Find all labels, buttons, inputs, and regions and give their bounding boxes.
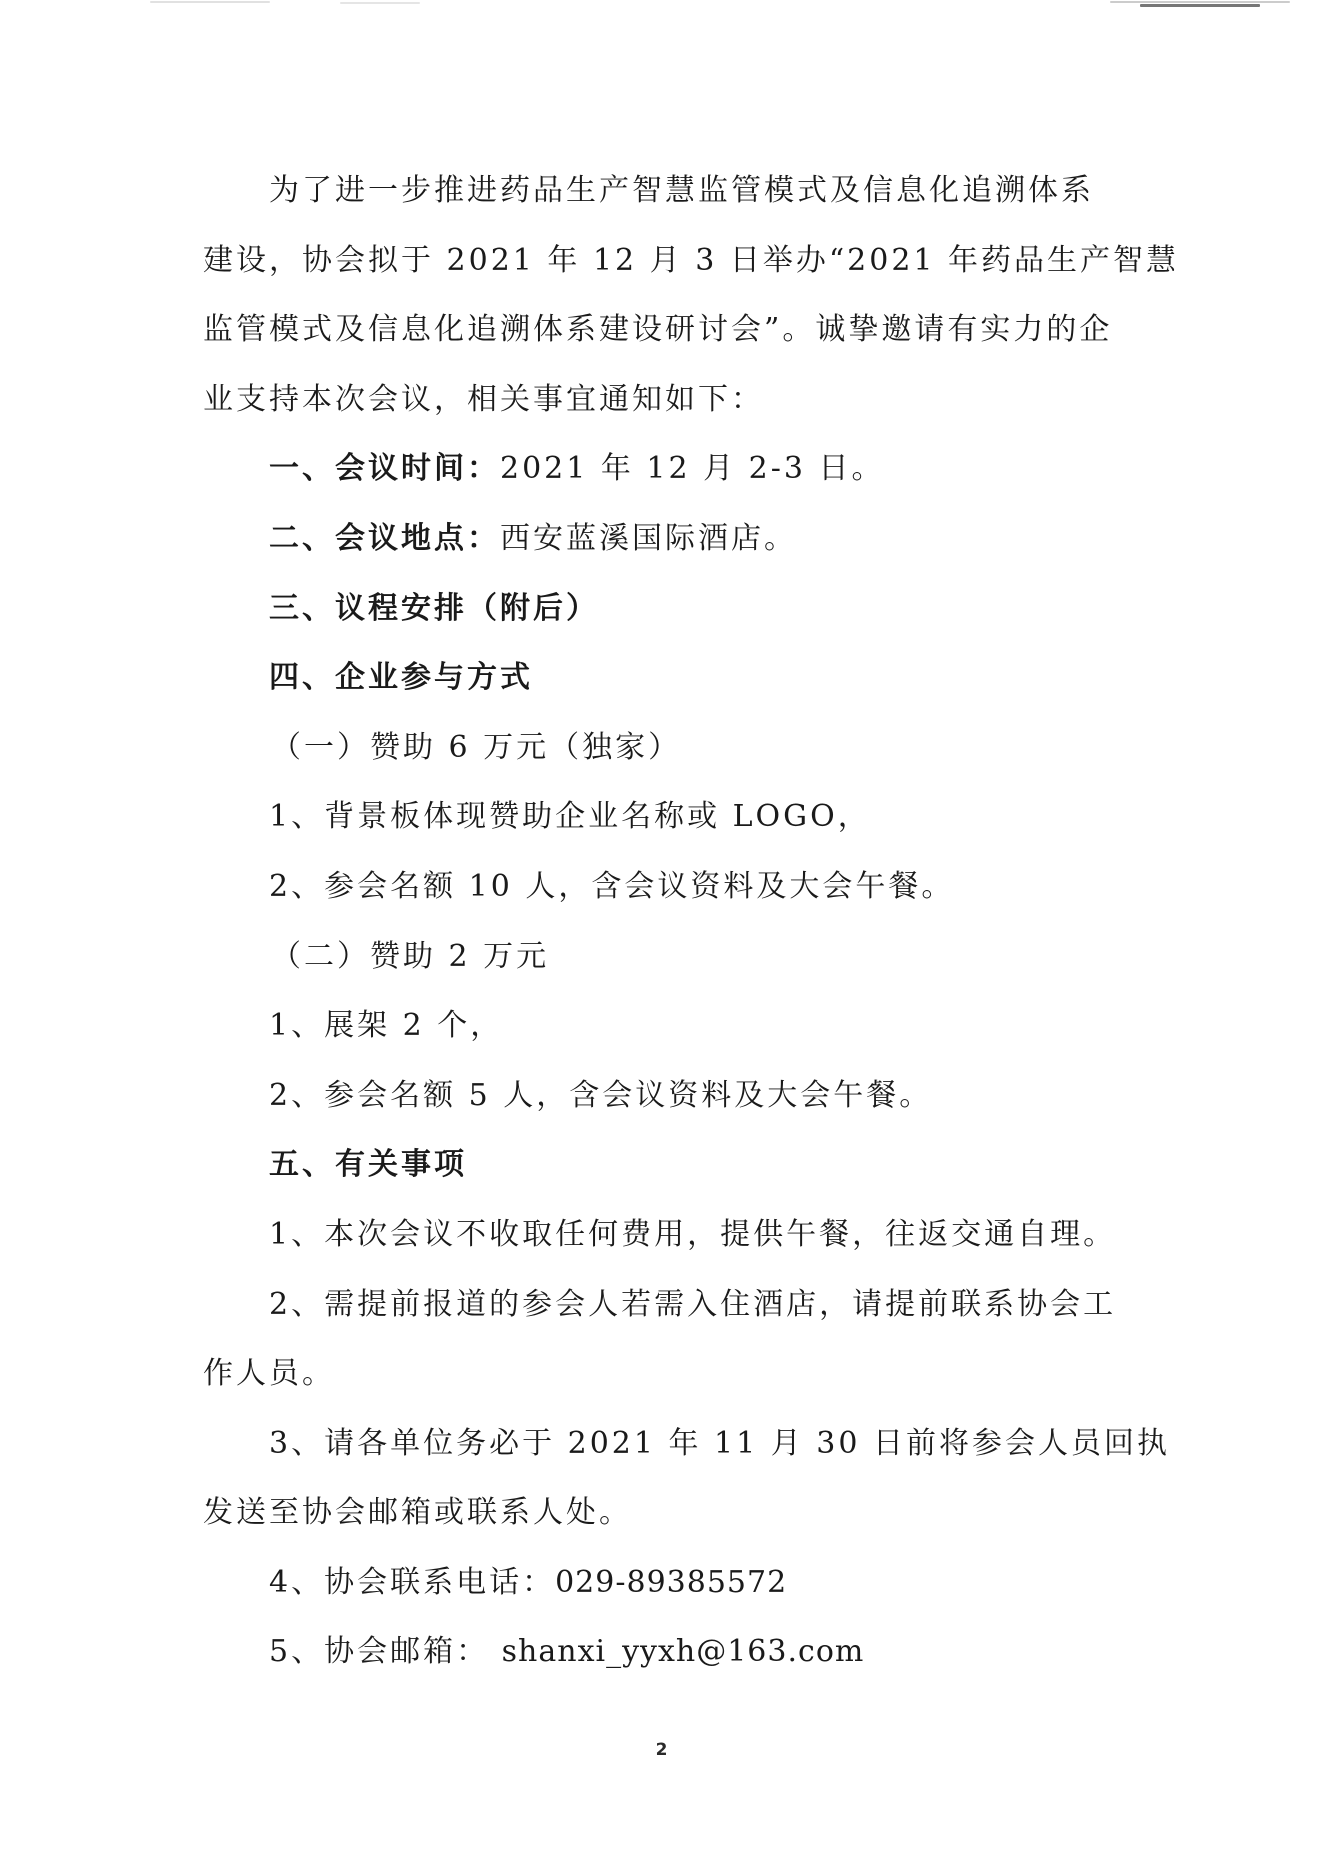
scan-artifact <box>1140 4 1260 7</box>
section-meeting-venue <box>203 504 1125 574</box>
section-participation: 四、企业参与方式 <box>269 660 533 696</box>
intro-line: 监管模式及信息化追溯体系建设研讨会”。诚挚邀请有实力的企 <box>203 312 1113 348</box>
section-label: 二、会议地点： <box>269 520 500 556</box>
contact-email: shanxi_yyxh@163.com <box>501 1634 865 1670</box>
note-item: 2、需提前报道的参会人若需入住酒店，请提前联系协会工 <box>269 1286 1117 1322</box>
sponsor-tier <box>203 922 1125 1131</box>
sponsor-tier-item: 1、背景板体现赞助企业名称或 LOGO， <box>269 799 871 835</box>
meeting-venue: 西安蓝溪国际酒店。 <box>500 520 797 556</box>
contact-email-label: 5、协会邮箱： <box>269 1634 490 1670</box>
meeting-date: 2021 年 12 月 2-3 日。 <box>500 451 885 487</box>
notes-list <box>203 1200 1170 1687</box>
contact-phone-row <box>203 1548 1125 1618</box>
sponsor-tier-item: 2、参会名额 10 人，含会议资料及大会午餐。 <box>269 868 955 904</box>
contact-email-row <box>203 1617 1125 1687</box>
note-item: 3、请各单位务必于 2021 年 11 月 30 日前将参会人员回执 <box>269 1425 1170 1461</box>
intro-line: 建设，协会拟于 2021 年 12 月 3 日举办“2021 年药品生产智慧 <box>203 242 1180 278</box>
page-number: 2 <box>655 1740 668 1760</box>
sponsor-tier-title: （一）赞助 6 万元（独家） <box>271 729 682 765</box>
note-item: 1、本次会议不收取任何费用，提供午餐，往返交通自理。 <box>269 1216 1117 1252</box>
sponsor-tier-item: 1、展架 2 个， <box>269 1008 504 1044</box>
sponsor-tier-title: （二）赞助 2 万元 <box>271 938 550 974</box>
contact-phone-label: 4、协会联系电话： <box>269 1564 556 1600</box>
sponsor-tier <box>203 713 1125 922</box>
contact-phone: 029-89385572 <box>555 1564 788 1600</box>
section-meeting-time <box>203 434 1125 504</box>
scan-artifact <box>150 1 270 3</box>
note-item-continuation: 发送至协会邮箱或联系人处。 <box>203 1495 632 1531</box>
section-label: 一、会议时间： <box>269 451 500 487</box>
section-agenda: 三、议程安排（附后） <box>269 590 599 626</box>
section-notes: 五、有关事项 <box>269 1147 467 1183</box>
scan-artifact <box>1110 1 1290 3</box>
note-item-continuation: 作人员。 <box>203 1356 335 1392</box>
sponsor-tier-item: 2、参会名额 5 人，含会议资料及大会午餐。 <box>269 1077 933 1113</box>
intro-paragraph <box>203 156 1180 434</box>
intro-line: 为了进一步推进药品生产智慧监管模式及信息化追溯体系 <box>269 173 1094 208</box>
intro-line: 业支持本次会议，相关事宜通知如下： <box>203 381 764 417</box>
scan-artifact <box>340 2 420 4</box>
document-body <box>203 156 1180 1687</box>
